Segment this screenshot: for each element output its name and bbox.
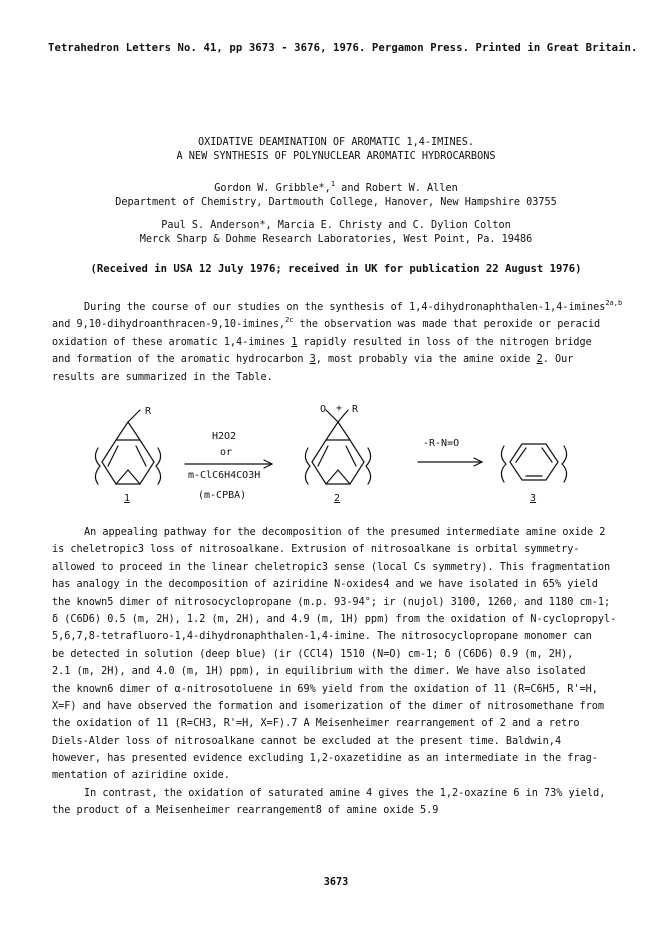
compound-1-structure [95,410,160,484]
reagent-h2o2: H2O2 [212,431,237,442]
journal-header: Tetrahedron Letters No. 41, pp 3673 - 3676, 1976. Pergamon Press. Printed in Great Britain. [48,42,638,54]
elimination-label: -R-N=O [423,438,460,449]
paragraph-3 [52,785,624,820]
p1-line-1: During the course of our studies on the synthesis of 1,4-dihydronaphthalen-1,4-imines$^{2a,b}$ [84,299,623,313]
received-dates: (Received in USA 12 July 1976; received in UK for publication 22 August 1976) [90,263,582,275]
p2-line-6: δ (C6D6) 0.5 (m, 2H), 1.2 (m, 2H), and 4.9 (m, 1H) ppm) from the oxidation of N-cyclopropyl- [52,613,617,625]
author-line-1 [0,180,672,194]
p2-line-3: allowed to proceed in the linear cheletropic3 sense (local Cs symmetry). This fragmentation [52,561,611,573]
p1-line-2: and 9,10-dihydroanthracen-9,10-imines,$^{2c}$ the observation was made that peroxide or peracid [52,316,601,331]
scheme-r-label-2: R [352,404,359,415]
author-names-1b: and Robert W. Allen [335,183,458,194]
author-names-1a: Gordon W. Gribble*, [214,183,331,194]
p2-line-4: has analogy in the decomposition of aziridine N-oxides4 and we have isolated in 65% yield [52,579,598,591]
p2-line-13: Diels-Alder loss of nitrosoalkane cannot be excluded at the present time. Baldwin,4 [52,735,562,747]
affiliation-1: Department of Chemistry, Dartmouth College, Hanover, New Hampshire 03755 [115,197,557,208]
paper-title-line-2: A NEW SYNTHESIS OF POLYNUCLEAR AROMATIC HYDROCARBONS [176,151,496,162]
scheme-oxide-o: O [320,404,327,415]
p1-line-3: oxidation of these aromatic 1,4-imines 1 rapidly resulted in loss of the nitrogen bridge [52,336,592,348]
p1-line-4: and formation of the aromatic hydrocarbon 3, most probably via the amine oxide 2. Our [52,354,574,366]
scheme-plus-charge: + [336,403,343,414]
reaction-scheme [0,400,672,515]
p1-line-5: results are summarized in the Table. [52,371,273,383]
p2-line-11: X=F) and have observed the formation and isomerization of the dimer of nitrosomethane from [52,700,605,712]
p2-line-14: however, has presented evidence excluding 1,2-oxazetidine as an intermediate in the frag- [52,753,598,765]
reagent-mcpba: m-ClC6H4CO3H [188,470,261,481]
p2-line-2: is cheletropic3 loss of nitrosoalkane. Extrusion of nitrosoalkane is orbital symmetry- [52,544,580,556]
compound-3-label: 3 [530,493,537,504]
p2-line-9: 2.1 (m, 2H), and 4.0 (m, 1H) ppm), in equilibrium with the dimer. We have also isolated [52,666,586,678]
p2-line-5: the known5 dimer of nitrosocyclopropane (m.p. 93-94°; ir (nujol) 3100, 1260, and 1180 cm-1; [52,596,611,608]
author-footnote-1: 1 [330,180,336,188]
scheme-r-label-1: R [145,406,152,417]
paragraph-1 [52,299,624,386]
p2-line-15: mentation of aziridine oxide. [52,770,230,782]
reagent-or: or [220,447,233,458]
affiliation-2: Merck Sharp & Dohme Research Laboratories, West Point, Pa. 19486 [139,234,533,245]
page-number: 3673 [323,877,349,888]
paragraph-2 [52,524,624,785]
p2-line-1: An appealing pathway for the decomposition of the presumed intermediate amine oxide 2 [84,527,606,538]
p3-line-2: the product of a Meisenheimer rearrangement8 of amine oxide 5.9 [52,805,439,817]
compound-2-label: 2 [334,493,341,504]
p3-line-1: In contrast, the oxidation of saturated amine 4 gives the 1,2-oxazine 6 in 73% yield, [84,788,606,799]
p2-line-8: be detected in solution (deep blue) (ir (CCl4) 1510 (N=O) cm-1; δ (C6D6) 0.9 (m, 2H), [52,648,574,660]
p2-line-7: 5,6,7,8-tetrafluoro-1,4-dihydronaphthalen-1,4-imine. The nitrosocyclopropane monomer can [52,631,592,643]
compound-2-structure [305,410,370,484]
paper-title-line-1: OXIDATIVE DEAMINATION OF AROMATIC 1,4-IMINES. [197,137,474,148]
compound-3-structure [501,444,566,482]
p2-line-12: the oxidation of 11 (R=CH3, R'=H, X=F).7 A Meisenheimer rearrangement of 2 and a retro [52,718,580,730]
compound-1-label: 1 [124,493,131,504]
p2-line-10: the known6 dimer of α-nitrosotoluene in 69% yield from the oxidation of 11 (R=C6H5, R'=H, [52,683,598,695]
reagent-abbrev: (m-CPBA) [198,490,247,501]
author-line-2: Paul S. Anderson*, Marcia E. Christy and C. Dylion Colton [161,220,511,231]
